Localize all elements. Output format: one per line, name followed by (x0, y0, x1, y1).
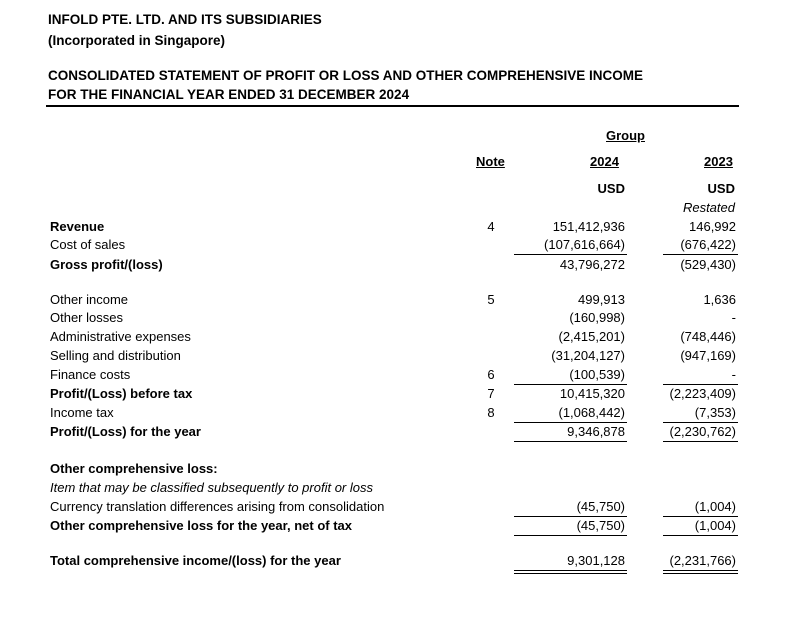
row-label-currency-translation: Currency translation differences arising from consolidation (50, 499, 385, 514)
oci-bottom-rule-2024 (514, 535, 627, 536)
row-2024-profit-for-year: 9,346,878 (567, 424, 625, 439)
row-2024-cost-of-sales: (107,616,664) (544, 237, 625, 252)
row-label-selling-distribution: Selling and distribution (50, 348, 181, 363)
row-2024-revenue: 151,412,936 (552, 219, 625, 234)
subtotal-rule-2023 (663, 254, 738, 255)
row-note-other-income: 5 (487, 292, 495, 307)
note-header: Note (476, 154, 505, 169)
year-2023-header: 2023 (704, 154, 733, 169)
currency-2023: USD (707, 181, 735, 196)
row-2024-income-tax: (1,068,442) (558, 405, 625, 420)
year-2024-header: 2024 (590, 154, 619, 169)
pbt-rule-2024 (514, 384, 627, 385)
row-2024-selling-distribution: (31,204,127) (551, 348, 625, 363)
row-2023-revenue: 146,992 (689, 219, 736, 234)
total-rule-2023-a (663, 570, 738, 571)
row-2023-admin-expenses: (748,446) (680, 329, 736, 344)
row-label-other-income: Other income (50, 292, 129, 307)
currency-2024: USD (597, 181, 625, 196)
group-header: Group (606, 128, 645, 143)
row-2023-total-comprehensive: (2,231,766) (669, 553, 736, 568)
row-2024-total-comprehensive: 9,301,128 (567, 553, 625, 568)
pfy-rule-2023 (663, 422, 738, 423)
total-rule-2024-b (514, 573, 627, 574)
row-label-other-losses: Other losses (50, 310, 123, 325)
row-label-finance-costs: Finance costs (50, 367, 131, 382)
row-note-finance-costs: 6 (487, 367, 495, 382)
oci-bottom-rule-2023 (663, 535, 738, 536)
row-label-income-tax: Income tax (50, 405, 114, 420)
pfy-bottom-rule-2024 (514, 441, 627, 442)
oci-rule-2024 (514, 516, 627, 517)
row-2024-finance-costs: (100,539) (569, 367, 625, 382)
row-2024-oci-net: (45,750) (576, 518, 625, 533)
pfy-rule-2024 (514, 422, 627, 423)
pfy-bottom-rule-2023 (663, 441, 738, 442)
row-2024-other-losses: (160,998) (569, 310, 625, 325)
incorporation-note: (Incorporated in Singapore) (48, 33, 226, 48)
row-note-income-tax: 8 (487, 405, 495, 420)
row-label-total-comprehensive: Total comprehensive income/(loss) for the year (50, 553, 341, 568)
oci-rule-2023 (663, 516, 738, 517)
row-note-profit-before-tax: 7 (487, 386, 495, 401)
row-label-oci-net: Other comprehensive loss for the year, net of tax (50, 518, 352, 533)
row-2024-admin-expenses: (2,415,201) (558, 329, 625, 344)
statement-period: FOR THE FINANCIAL YEAR ENDED 31 DECEMBER 2024 (48, 87, 410, 102)
row-2023-other-income: 1,636 (703, 292, 736, 307)
pbt-rule-2023 (663, 384, 738, 385)
row-2023-gross-profit: (529,430) (680, 257, 736, 272)
row-2023-profit-before-tax: (2,223,409) (669, 386, 736, 401)
oci-subheading: Item that may be classified subsequently to profit or loss (50, 480, 373, 495)
row-2023-profit-for-year: (2,230,762) (669, 424, 736, 439)
row-label-profit-for-year: Profit/(Loss) for the year (50, 424, 201, 439)
row-2024-currency-translation: (45,750) (576, 499, 625, 514)
row-2023-cost-of-sales: (676,422) (680, 237, 736, 252)
row-label-profit-before-tax: Profit/(Loss) before tax (50, 386, 193, 401)
restated-label: Restated (682, 200, 735, 215)
row-note-revenue: 4 (487, 219, 495, 234)
row-2023-currency-translation: (1,004) (694, 499, 736, 514)
oci-heading: Other comprehensive loss: (50, 461, 218, 476)
row-2023-income-tax: (7,353) (694, 405, 736, 420)
row-label-revenue: Revenue (50, 219, 105, 234)
company-name: INFOLD PTE. LTD. AND ITS SUBSIDIARIES (48, 12, 322, 27)
total-rule-2024-a (514, 570, 627, 571)
row-label-gross-profit: Gross profit/(loss) (50, 257, 163, 272)
row-label-cost-of-sales: Cost of sales (50, 237, 126, 252)
subtotal-rule-2024 (514, 254, 627, 255)
row-2023-other-losses: - (731, 310, 736, 325)
row-2024-other-income: 499,913 (578, 292, 625, 307)
title-rule (46, 105, 739, 107)
row-2023-selling-distribution: (947,169) (680, 348, 736, 363)
row-2024-gross-profit: 43,796,272 (559, 257, 625, 272)
total-rule-2023-b (663, 573, 738, 574)
statement-title: CONSOLIDATED STATEMENT OF PROFIT OR LOSS AND OTHER COMPREHENSIVE INCOME (48, 68, 644, 83)
row-2023-oci-net: (1,004) (694, 518, 736, 533)
row-2024-profit-before-tax: 10,415,320 (559, 386, 625, 401)
row-label-admin-expenses: Administrative expenses (50, 329, 191, 344)
row-2023-finance-costs: - (731, 367, 736, 382)
